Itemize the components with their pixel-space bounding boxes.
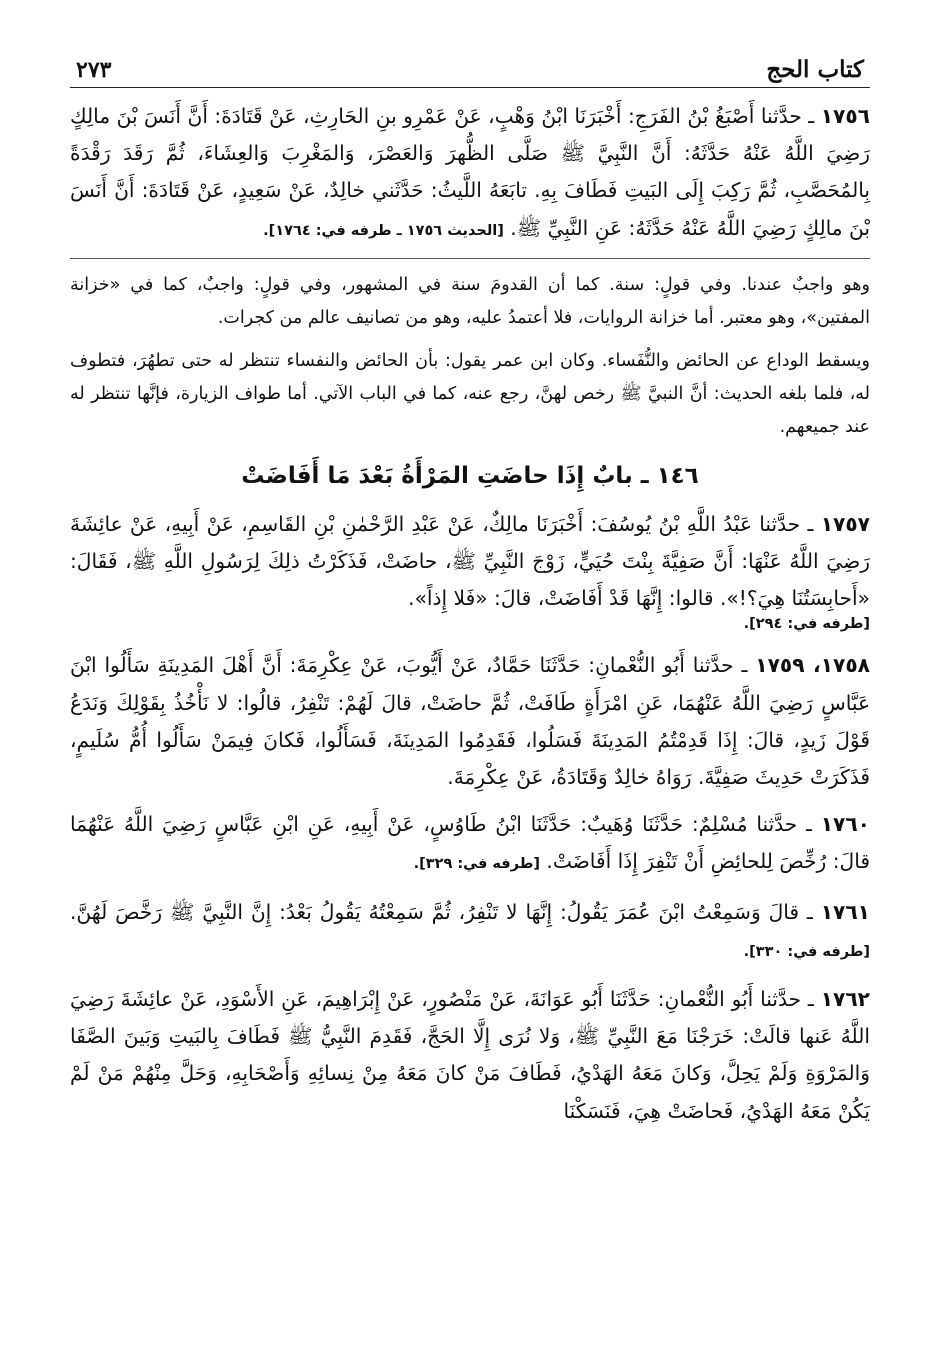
hadith-body: ـ حدَّثنا عَبْدُ اللَّهِ بْنُ يُوسُفَ: أَخْبَرَنَا مالِكٌ، عَنْ عَبْدِ الرَّحْمٰنِ بْنِ القَاسِمِ، عَنْ أَبِيهِ، عَنْ عائِشَةَ رَضِيَ اللَّهُ عَنْهَا: أَنَّ صَفِيَّةَ بِنْتَ حُيَيٍّ، زَوْجَ النَّبِيِّ ﷺ، حاضَتْ، فَذَكَرْتُ ذلِكَ لِرَسُولِ اللَّهِ ﷺ، فَقَالَ: «أَحابِسَتُنَا هِيَ؟!». قالوا: إِنَّهَا قَدْ أَفَاضَتْ، قالَ: «فَلا إِذاً». [70,511,870,611]
hadith-text [70,506,870,618]
running-header [70,42,870,88]
commentary-section [70,269,870,444]
hadith-cross-reference: [طرفه في: ٢٩٤]. [743,616,870,633]
hadith-1757 [70,506,870,638]
hadith-text [70,806,870,883]
hadith-1762 [70,981,870,1130]
hadith-text [70,647,870,796]
hadith-number: ١٧٦٢ [820,987,870,1012]
hadith-number: ١٧٦١ [820,899,870,924]
hadith-body: ـ حدَّثنا أَبُو النُّعْمانِ: حَدَّثَنَا أَبُو عَوَانَةَ، عَنْ مَنْصُورٍ، عَنْ إِبْرَاهِيمَ، عَنِ الأَسْوَدِ، عَنْ عائِشَةَ رَضِيَ اللَّهُ عَنها قالَتْ: خَرَجْنَا مَعَ النَّبِيِّ ﷺ، وَلا نُرَى إِلَّا الحَجَّ، فَقَدِمَ النَّبِيُّ ﷺ فَطَافَ بِالبَيتِ وَبَينَ الصَّفَا وَالمَرْوَةِ وَلَمْ يَحِلَّ، وَكانَ مَعَهُ الهَدْيُ، فَطَافَ مَنْ كانَ مَعَهُ مِنْ نِسائِهِ وَأَصْحَابِهِ، وَحَلَّ مِنْهُمْ مَنْ لَمْ يَكُنْ مَعَهُ الهَدْيُ، فَحاضَتْ هِيَ، فَنَسَكْنَا [70,987,870,1123]
hadith-number: ١٧٥٧ [820,511,871,536]
commentary-paragraph: وهو واجبٌ عندنا. وفي قولٍ: سنة. كما أن القدومَ سنة في المشهور، وفي قولٍ: واجبٌ، كما في «خزانة المفتين»، وهو معتبر. أما خزانة الروايات، فلا أعتمدُ عليه، وهو من تصانيف عالم من كجرات. [70,274,870,328]
hadith-1761 [70,894,870,971]
hadith-text [70,981,870,1130]
hadith-cross-reference: [الحديث ١٧٥٦ ـ طرفه في: ١٧٦٤]. [263,222,504,239]
book-page [70,42,870,1130]
hadith-1756 [70,98,870,250]
hadith-body: ـ حدَّثنا أَصْبَغُ بْنُ الفَرَجِ: أَخْبَرَنَا ابْنُ وَهْبٍ، عَنْ عَمْرِو بنِ الحَارِثِ، عَنْ قَتَادَةَ: أَنَّ أَنَسَ بْنَ مالِكٍ رَضِيَ اللَّهُ عَنْهُ حَدَّثَهُ: أَنَّ النَّبِيَّ ﷺ صَلَّى الظُّهرَ وَالعَصْرَ، وَالمَغْرِبَ وَالعِشَاءَ، ثُمَّ رَقَدَ رَقْدَةً بِالمُحَصَّبِ، ثُمَّ رَكِبَ إِلَى البَيتِ فَطَافَ بِهِ. تابَعَهُ اللَّيثُ: حَدَّثَني خالِدٌ، عَنْ سَعِيدٍ، عَنْ قَتَادَةَ: أَنَّ أَنَسَ بْنَ مالِكٍ رَضِيَ اللَّهُ عَنْهُ حَدَّثَهُ: عَنِ النَّبِيِّ ﷺ. [70,104,870,240]
chapter-running-title: كتاب الحج [766,56,864,83]
hadith-body: ـ حدَّثنا أَبُو النُّعْمانِ: حَدَّثَنَا حَمَّادٌ، عَنْ أَيُّوبَ، عَنْ عِكْرِمَةَ: أَنَّ أَهْلَ المَدِينَةِ سَأَلُوا ابْنَ عَبَّاسٍ رَضِيَ اللَّهُ عَنْهُمَا، عَنِ امْرَأَةٍ طَافَتْ، ثُمَّ حاضَتْ، قالَ لَهُمْ: تَنْفِرُ، قالُوا: لا نَأْخُذُ بِقَوْلِكَ وَنَدَعُ قَوْلَ زَيدٍ، قالَ: إِذَا قَدِمْتُمُ المَدِينَةَ فَسَلُوا، فَقَدِمُوا المَدِينَةَ، فَسَأَلُوا، فَكانَ فِيمَنْ سَأَلُوا أُمُّ سُلَيمٍ، فَذَكَرَتْ حَدِيثَ صَفِيَّةَ. رَوَاهُ خالِدٌ وَقَتَادَةُ، عَنْ عِكْرِمَةَ. [70,653,870,790]
hadith-1760 [70,806,870,883]
hadith-number: ١٧٦٠ [820,812,870,837]
chapter-heading: ١٤٦ ـ بابٌ إِذَا حاضَتِ المَرْأَةُ بَعْدَ مَا أَفَاضَتْ [241,462,699,489]
hadith-text [70,894,870,971]
hadith-body: ـ حدَّثنا مُسْلِمٌ: حَدَّثَنَا وُهَيبٌ: حَدَّثَنَا ابْنُ طَاوُسٍ، عَنْ أَبِيهِ، عَنِ ابْنِ عَبَّاسٍ رَضِيَ اللَّهُ عَنْهُمَا قالَ: رُخِّصَ لِلحائِضِ أَنْ تَنْفِرَ إِذَا أَفَاضَتْ. [70,812,870,874]
hadith-number: ١٧٥٦ [820,104,870,128]
page-number: ٢٧٣ [76,57,112,83]
hadith-1758-1759 [70,647,870,796]
commentary-divider [70,258,870,259]
hadith-cross-reference: [طرفه في: ٣٢٩]. [413,856,540,873]
hadith-cross-reference: [طرفه في: ٣٣٠]. [743,943,870,960]
hadith-body: ـ قالَ وَسَمِعْتُ ابْنَ عُمَرَ يَقُولُ: إِنَّهَا لا تَنْفِرُ، ثُمَّ سَمِعْتُهُ يَقُولُ بَعْدُ: إِنَّ النَّبِيَّ ﷺ رَخَّصَ لَهُنَّ. [70,899,813,924]
hadith-number: ١٧٥٨، ١٧٥٩ [755,653,870,678]
hadith-text [70,98,870,250]
commentary-paragraph: ويسقط الوداع عن الحائض والنُّفَساء. وكان ابن عمر يقول: بأن الحائض والنفساء تنتظر له حتى تطهُرَ، فتطوف له، فلما بلغه الحديث: أنَّ النبيَّ ﷺ رخص لهنَّ، رجع عنه، كما في الباب الآتي. أما طواف الزيارة، فإنَّها تنتظر له عند جميعهم. [70,350,870,437]
